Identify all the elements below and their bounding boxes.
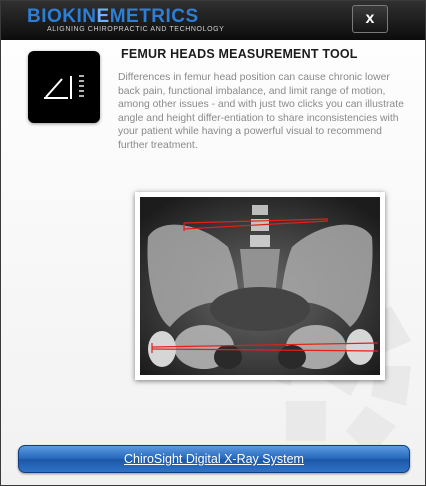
close-button[interactable]: x [352,5,388,33]
tool-title: FEMUR HEADS MEASUREMENT TOOL [121,47,358,61]
brand-tagline: ALIGNING CHIROPRACTIC AND TECHNOLOGY [47,26,225,33]
brand-name-start: BIOKIN [27,6,97,27]
brand-logo [27,7,199,27]
tool-description: Differences in femur head position can cause chronic lower back pain, functional imbalance, and limit range of motion, among other issues - and with just two clicks you can illustrate angle and height differ-entiation to share inconsistencies with your patient while having a powerful visual to recommend further treatment. [118,72,404,151]
angle-measure-icon-graphic [28,51,100,123]
angle-measure-icon [28,51,100,123]
brand-name-end: METRICS [109,6,199,27]
pelvis-xray-image [140,197,380,375]
chirosight-link-label: ChiroSight Digital X-Ray System [124,452,304,466]
chirosight-link-button[interactable] [18,445,410,473]
xray-preview-frame [135,192,385,380]
brand-name-highlight: E [96,6,110,27]
title-bar [1,1,425,40]
